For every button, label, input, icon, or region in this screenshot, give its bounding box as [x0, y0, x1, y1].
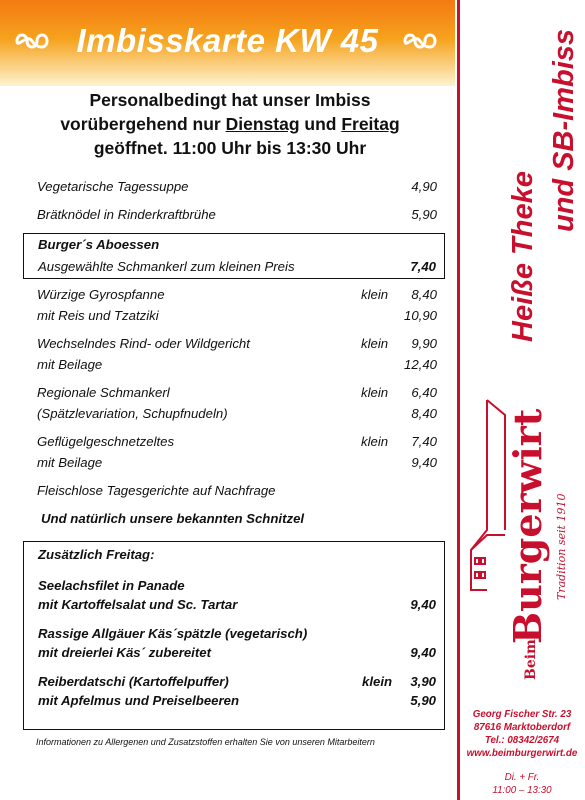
menu-item: Brätknödel in Rinderkraftbrühe 5,90 — [37, 207, 437, 222]
menu-item: Wechselndes Rind- oder Wildgericht klein 9,90 mit Beilage 12,40 — [37, 336, 437, 372]
menu-note: Und natürlich unsere bekannten Schnitzel — [41, 511, 305, 526]
menu-item: Würzige Gyrospfanne klein 8,40 mit Reis und Tzatziki 10,90 — [37, 287, 437, 323]
ornament-icon — [402, 30, 438, 52]
burger-special-box: Burger´s Aboessen Ausgewählte Schmankerl zum kleinen Preis 7,40 — [23, 233, 445, 279]
intro-notice: Personalbedingt hat unser Imbiss vorübergehend nur Dienstag und Freitag geöffnet. 11:00 Uhr bis 13:30 Uhr — [60, 90, 400, 158]
svg-text:Burgerwirt: Burgerwirt — [505, 408, 550, 644]
header-banner — [0, 0, 455, 86]
menu-item: Vegetarische Tagessuppe 4,90 — [37, 179, 437, 194]
menu-note: Fleischlose Tagesgerichte auf Nachfrage — [37, 483, 276, 498]
menu-item: Regionale Schmankerl klein 6,40 (Spätzlevariation, Schupfnudeln) 8,40 — [37, 385, 437, 421]
contact-address: Georg Fischer Str. 23 87616 Marktoberdorf Tel.: 08342/2674 www.beimburgerwirt.de Di. + Fr. 11:00 – 13:30 — [466, 709, 578, 796]
burgerwirt-logo — [465, 360, 575, 690]
menu-item: Seelachsfilet in Panade mit Kartoffelsalat und Sc. Tartar 9,40 — [38, 578, 436, 612]
menu-item: Reiberdatschi (Kartoffelpuffer) klein 3,90 mit Apfelmus und Preiselbeeren 5,90 — [38, 674, 436, 708]
menu-item: Rassige Allgäuer Käs´spätzle (vegetarisch) mit dreierlei Käs´ zubereitet 9,40 — [38, 626, 436, 660]
allergen-note: Informationen zu Allergenen und Zusatzstoffen erhalten Sie von unseren Mitarbeitern — [36, 737, 375, 747]
page-title: Imbisskarte KW 45 — [76, 22, 379, 59]
svg-text:Tradition seit 1910: Tradition seit 1910 — [555, 493, 568, 600]
divider — [457, 0, 460, 800]
menu-item: Geflügelgeschnetzeltes klein 7,40 mit Beilage 9,40 — [37, 434, 437, 470]
friday-special-box: Zusätzlich Freitag: Seelachsfilet in Panade mit Kartoffelsalat und Sc. Tartar 9,40 Rassige Allgäuer Käs´spätzle (vegetarisch) mit dreierlei Käs´ zubereitet 9,40 Reiberdatschi (Kartoffelpuffer) klein 3,90 mit Apfelmus und Preiselbeeren 5,90 — [23, 541, 445, 730]
side-subtitle: und SB-Imbiss — [548, 28, 580, 232]
menu-list — [23, 172, 445, 730]
side-title: Heiße Theke — [507, 171, 539, 342]
svg-text:Beim: Beim — [523, 639, 539, 680]
